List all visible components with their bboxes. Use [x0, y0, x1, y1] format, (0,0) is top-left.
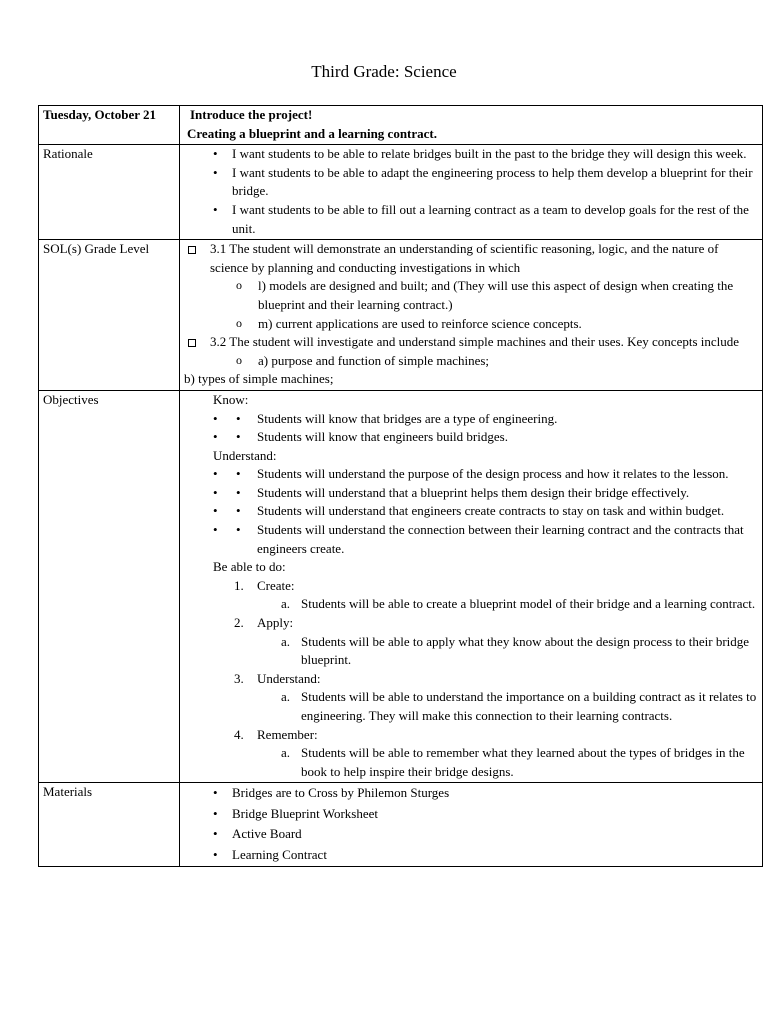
- sol-substandard: b) types of simple machines;: [184, 371, 334, 387]
- sol-label: SOL(s) Grade Level: [39, 240, 180, 391]
- materials-content: [180, 783, 763, 867]
- able-item: 3. Understand:: [234, 670, 321, 686]
- able-subitem: a. Students will be able to apply what they know about the design process to their bridge blueprint.: [281, 633, 750, 668]
- able-subitem: a. Students will be able to understand the importance on a building contract as it relates to engineering. They will make this connection to their learning contracts.: [281, 689, 757, 723]
- sol-standard: 3.1 The student will demonstrate an understanding of scientific reasoning, logic, and the nature of science by planning and conducting investigations in which: [184, 240, 758, 277]
- able-subitem: a. Students will be able to create a blueprint model of their bridge and a learning contract.: [281, 596, 756, 612]
- know-item: • • Students will know that bridges are a type of engineering.: [184, 410, 758, 429]
- sol-row: [39, 240, 763, 391]
- lesson-plan-table: [38, 105, 763, 867]
- materials-row: [39, 783, 763, 867]
- header-row: [39, 106, 763, 145]
- objectives-content: [180, 390, 763, 782]
- lesson-title-line2: Creating a blueprint and a learning contract.: [187, 125, 438, 141]
- lesson-title-line1: Introduce the project!: [190, 107, 313, 122]
- materials-label: Materials: [39, 783, 180, 867]
- materials-item: • Learning Contract: [184, 845, 758, 866]
- know-item: • • Students will know that engineers build bridges.: [184, 428, 758, 447]
- know-heading: Know:: [213, 391, 249, 407]
- materials-item: • Bridge Blueprint Worksheet: [184, 804, 758, 825]
- sol-substandard: o l) models are designed and built; and (They will use this aspect of design when creating the blueprint and their learning contract.): [184, 277, 758, 314]
- date-cell: Tuesday, October 21: [39, 106, 180, 145]
- rationale-item: • I want students to be able to fill out a learning contract as a team to develop goals for the rest of the unit.: [184, 201, 758, 238]
- rationale-content: [180, 145, 763, 240]
- able-item: 4. Remember:: [234, 726, 318, 742]
- materials-item: • Active Board: [184, 824, 758, 845]
- rationale-item: • I want students to be able to relate bridges built in the past to the bridge they will design this week.: [184, 145, 758, 164]
- rationale-item: • I want students to be able to adapt the engineering process to help them develop a blueprint for their bridge.: [184, 164, 758, 201]
- sol-standard: 3.2 The student will investigate and understand simple machines and their uses. Key concepts include: [184, 333, 758, 352]
- rationale-row: [39, 145, 763, 240]
- sol-content: [180, 240, 763, 391]
- understand-heading: Understand:: [213, 447, 277, 463]
- sol-substandard: o m) current applications are used to reinforce science concepts.: [184, 315, 758, 334]
- objectives-label: Objectives: [39, 390, 180, 782]
- objectives-row: [39, 390, 763, 782]
- understand-item: • • Students will understand that engineers create contracts to stay on task and within budget.: [184, 502, 758, 521]
- materials-item: • Bridges are to Cross by Philemon Sturges: [184, 783, 758, 804]
- sol-substandard: o a) purpose and function of simple machines;: [184, 352, 758, 371]
- understand-item: • • Students will understand the connection between their learning contract and the contracts that engineers create.: [184, 521, 758, 558]
- lesson-title-cell: [180, 106, 763, 145]
- page-title: Third Grade: Science: [311, 62, 457, 81]
- understand-item: • • Students will understand the purpose of the design process and how it relates to the lesson.: [184, 465, 758, 484]
- able-item: 1. Create:: [234, 577, 295, 593]
- able-subitem: a. Students will be able to remember what they learned about the types of bridges in the book to help inspire their bridge designs.: [281, 745, 745, 779]
- able-item: 2. Apply:: [234, 615, 294, 631]
- understand-item: • • Students will understand that a blueprint helps them design their bridge effectively.: [184, 484, 758, 503]
- rationale-label: Rationale: [39, 145, 180, 240]
- able-heading: Be able to do:: [213, 559, 286, 575]
